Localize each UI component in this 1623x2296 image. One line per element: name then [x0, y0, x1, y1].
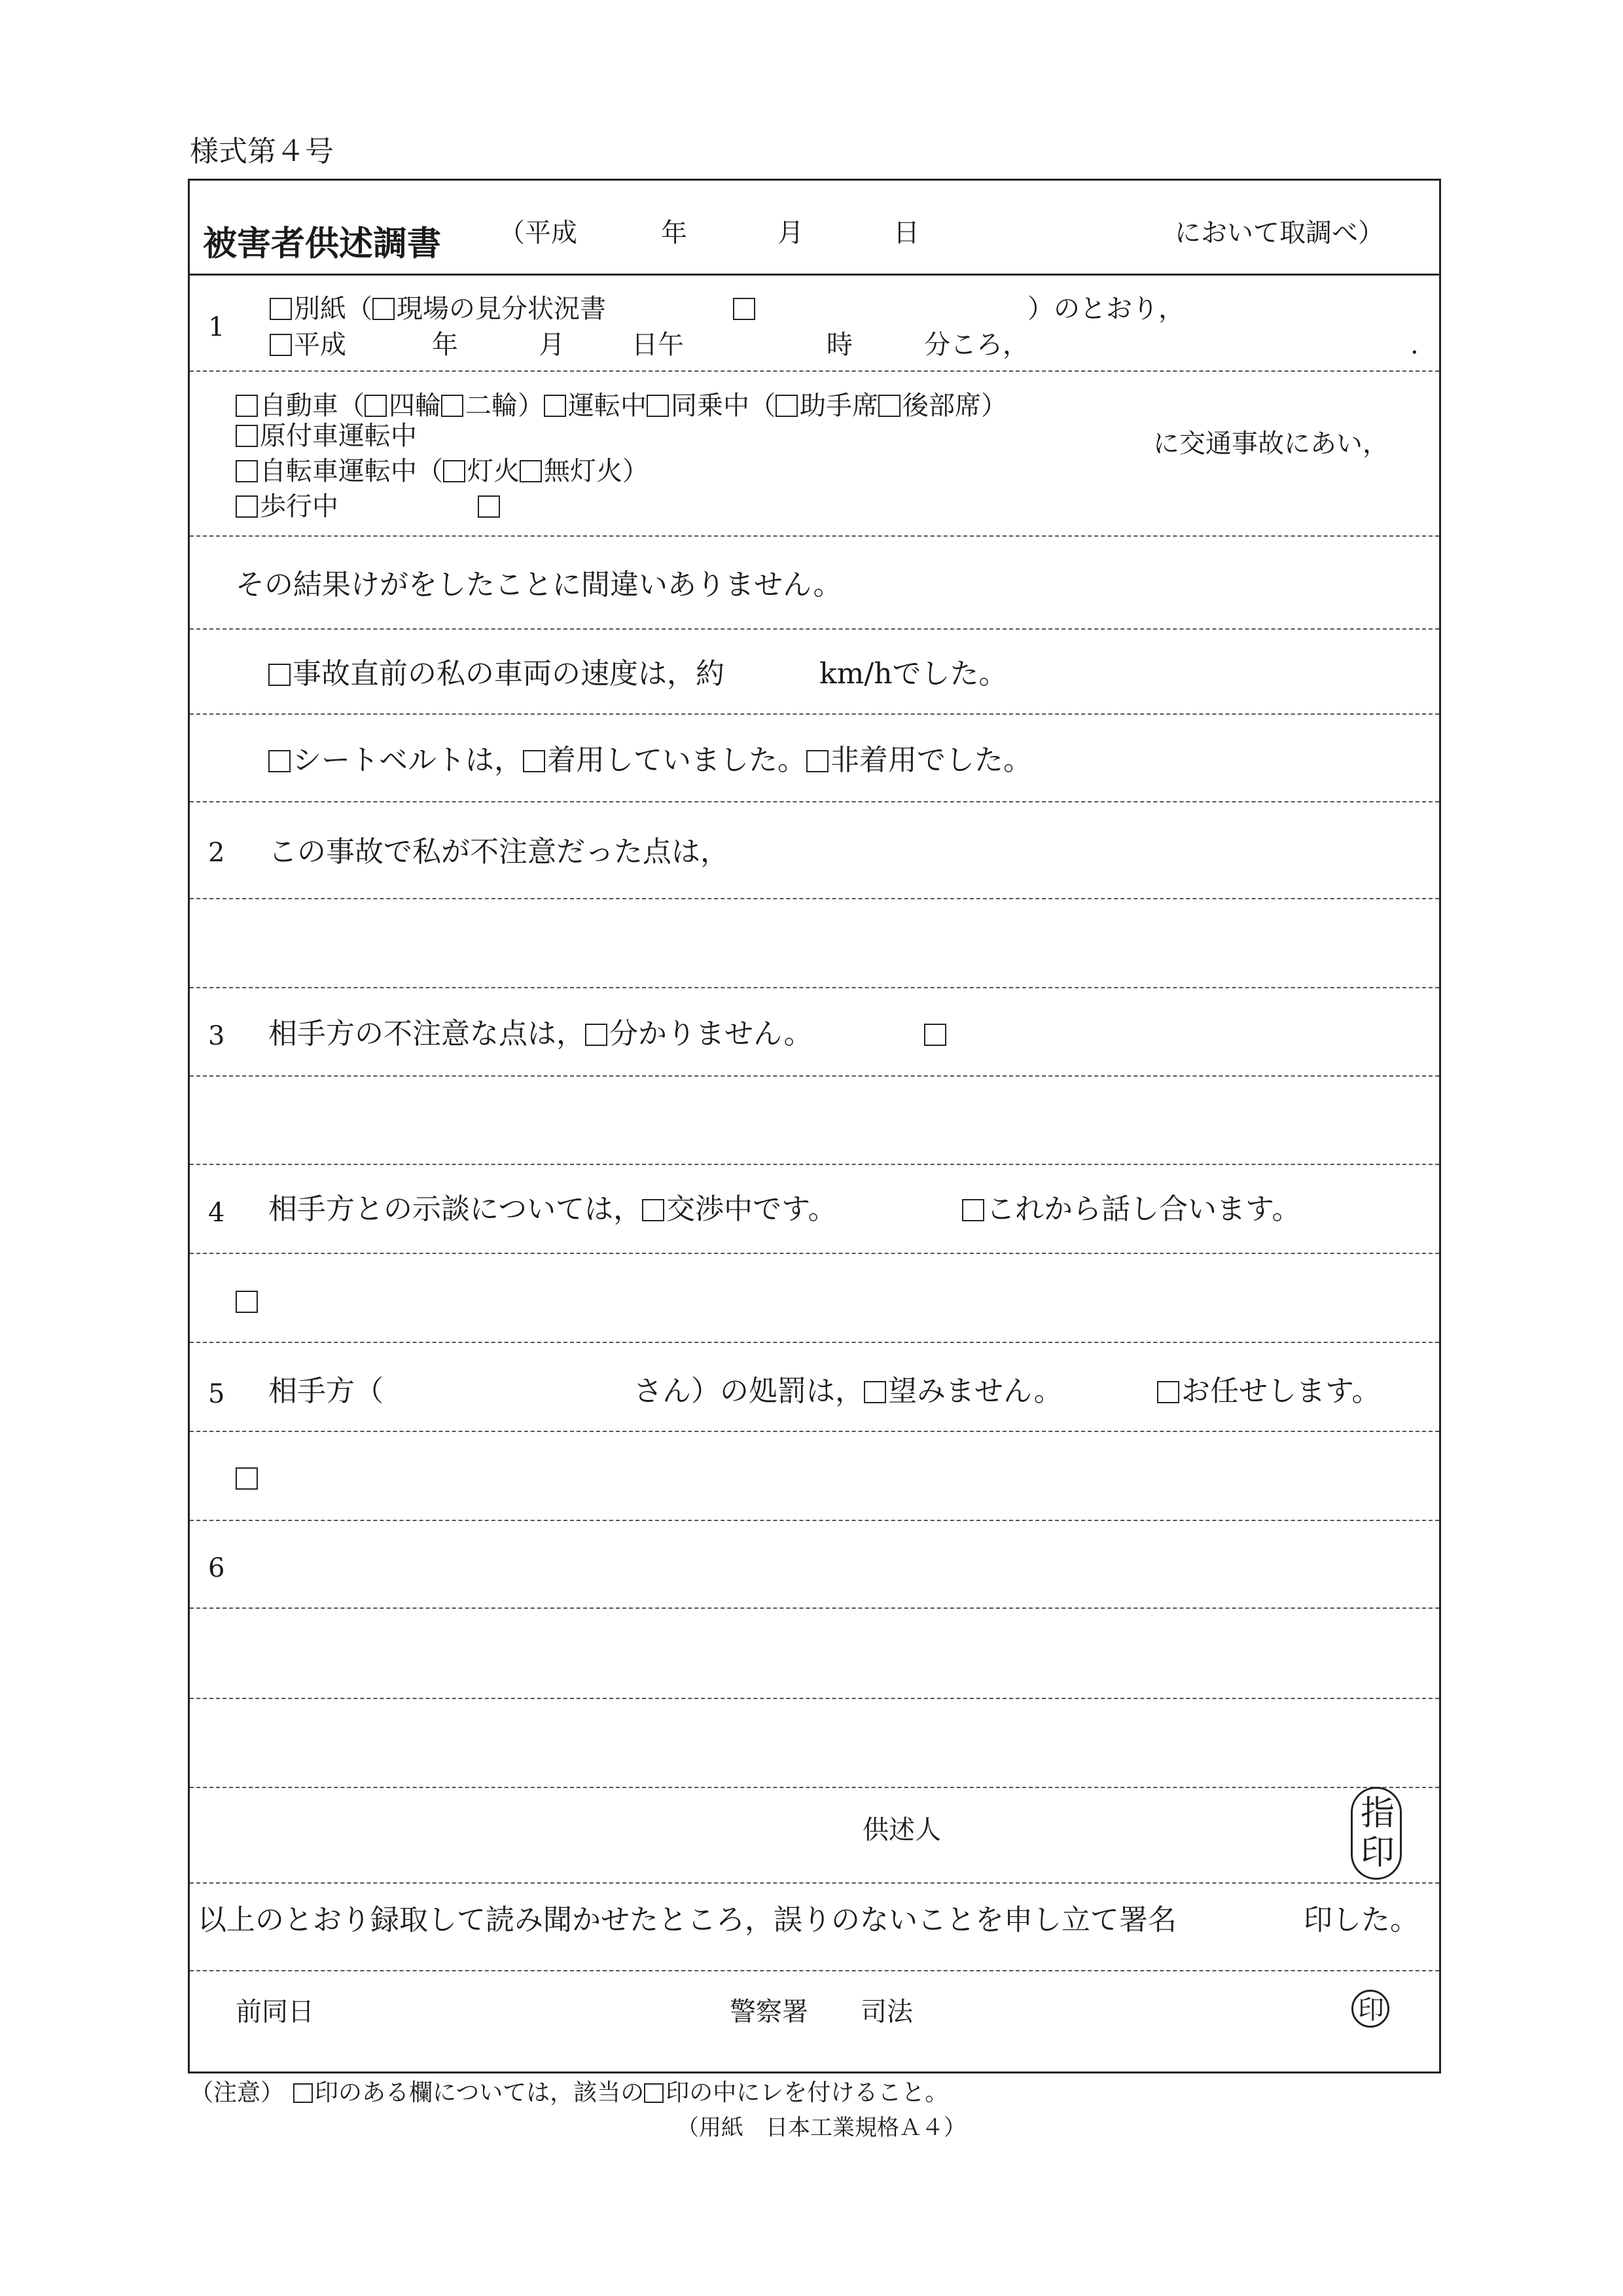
item1-hour: 時	[827, 330, 853, 360]
row-divider	[190, 713, 1439, 715]
four-wheel-checkbox[interactable]	[365, 395, 387, 417]
header-divider	[190, 274, 1439, 276]
light-off-checkbox[interactable]	[520, 460, 542, 482]
punishment-line-a: 相手方（	[268, 1374, 383, 1408]
item1-datetime-line: 平成	[270, 332, 346, 358]
vehicle-walking-line: 歩行中	[236, 493, 338, 520]
note-checkbox-icon	[293, 2083, 313, 2103]
own-fault-text: この事故で私が不注意だった点は，	[268, 835, 729, 869]
row-divider	[190, 1075, 1439, 1077]
paper-spec: （用紙 日本工業規格Ａ４）	[677, 2115, 966, 2141]
form-number: 様式第４号	[190, 135, 334, 168]
punishment-line-2: お任せします。	[1157, 1377, 1380, 1406]
row-divider	[190, 1431, 1439, 1432]
row-divider	[190, 1253, 1439, 1254]
police-station-label: 警察署	[730, 1997, 808, 2027]
punishment-other-checkbox[interactable]	[236, 1467, 258, 1490]
item2-number: 2	[208, 838, 225, 868]
item1-number: 1	[208, 312, 225, 342]
item1-year: 年	[432, 330, 458, 360]
header-month: 月	[777, 218, 804, 248]
note-text: 印のある欄については，該当の 印の中にレを付けること。	[293, 2081, 948, 2105]
speed-line: 事故直前の私の車両の速度は，約	[268, 660, 724, 689]
injury-confirmation-text: その結果けがをしたことに間違いありません。	[236, 568, 842, 601]
settlement-line-2: これから話し合います。	[962, 1195, 1300, 1224]
row-divider	[190, 1698, 1439, 1699]
row-divider	[190, 1607, 1439, 1609]
punishment-line: さん）の処罰は， 望みません。	[633, 1374, 1063, 1408]
seal-icon: 印	[1351, 1990, 1389, 2028]
record-statement-end: 印した。	[1304, 1903, 1419, 1937]
speed-unit-text: km/hでした。	[819, 657, 1008, 691]
note-checkbox-icon	[644, 2083, 664, 2103]
back-seat-checkbox[interactable]	[878, 395, 901, 417]
belt-worn-checkbox[interactable]	[523, 750, 545, 772]
speed-checkbox[interactable]	[268, 664, 291, 686]
item1-period: .	[1410, 330, 1419, 360]
header-year: 年	[661, 218, 687, 248]
no-punishment-checkbox[interactable]	[864, 1381, 886, 1403]
row-divider	[190, 370, 1439, 372]
item3-number: 3	[208, 1021, 225, 1051]
will-discuss-checkbox[interactable]	[962, 1199, 984, 1221]
note-label: （注意）	[190, 2079, 285, 2106]
vehicle-car-line: 自動車（ 四輪 二輪） 運転中 同乗中（ 助手席 後部席）	[236, 393, 1007, 419]
leave-to-authority-checkbox[interactable]	[1157, 1381, 1179, 1403]
other-document-checkbox[interactable]	[733, 298, 755, 320]
bicycle-checkbox[interactable]	[236, 460, 258, 482]
light-on-checkbox[interactable]	[443, 460, 465, 482]
unknown-checkbox[interactable]	[585, 1024, 607, 1046]
header-place-suffix: において取調べ）	[1175, 218, 1384, 248]
belt-not-worn-checkbox[interactable]	[806, 750, 829, 772]
row-divider	[190, 801, 1439, 802]
row-divider	[190, 1970, 1439, 1971]
deponent-label: 供述人	[863, 1815, 941, 1845]
item1-day-ampm: 日午	[632, 330, 684, 360]
row-divider	[190, 1520, 1439, 1521]
front-seat-checkbox[interactable]	[776, 395, 798, 417]
item4-number: 4	[208, 1198, 225, 1228]
seatbelt-checkbox[interactable]	[268, 750, 291, 772]
other-fault-checkbox[interactable]	[924, 1024, 946, 1046]
row-divider	[190, 1787, 1439, 1788]
item1-minute: 分ころ，	[924, 330, 1029, 360]
row-divider	[190, 628, 1439, 630]
driving-checkbox[interactable]	[544, 395, 566, 417]
accident-text: に交通事故にあい，	[1153, 429, 1389, 459]
vehicle-bicycle-line: 自転車運転中（ 灯火 無灯火）	[236, 458, 649, 484]
settlement-line: 相手方との示談については， 交渉中です。	[268, 1193, 837, 1226]
row-divider	[190, 1342, 1439, 1343]
item5-number: 5	[208, 1379, 225, 1409]
as-stated-text: ）のとおり，	[1027, 294, 1185, 324]
attachment-checkbox[interactable]	[270, 298, 292, 320]
other-status-checkbox[interactable]	[478, 495, 500, 518]
row-divider	[190, 987, 1439, 988]
car-checkbox[interactable]	[236, 395, 258, 417]
riding-checkbox[interactable]	[647, 395, 669, 417]
item6-number: 6	[208, 1553, 225, 1583]
row-divider	[190, 1882, 1439, 1884]
record-statement-text: 以上のとおり録取して読み聞かせたところ，誤りのないことを申し立て署名	[198, 1903, 1177, 1937]
row-divider	[190, 1164, 1439, 1165]
negotiating-checkbox[interactable]	[642, 1199, 664, 1221]
row-divider	[190, 898, 1439, 899]
site-survey-checkbox[interactable]	[372, 298, 395, 320]
settlement-other-checkbox[interactable]	[236, 1291, 258, 1313]
moped-checkbox[interactable]	[236, 425, 258, 447]
judicial-label: 司法	[861, 1997, 913, 2027]
form-header	[203, 216, 441, 265]
item1-month: 月	[539, 330, 565, 360]
two-wheel-checkbox[interactable]	[441, 395, 463, 417]
row-divider	[190, 535, 1439, 537]
same-day-label: 前同日	[236, 1997, 314, 2027]
seatbelt-line: シートベルトは， 着用していました。 非着用でした。	[268, 746, 1032, 775]
fingerprint-seal-icon: 指印	[1351, 1787, 1402, 1880]
form-title: 被害者供述調書	[203, 224, 442, 264]
heisei-checkbox[interactable]	[270, 334, 292, 356]
vehicle-moped-line: 原付車運転中	[236, 423, 417, 449]
header-day: 日	[893, 218, 919, 248]
header-era: （平成	[499, 218, 577, 248]
item1-attachment-line: 別紙（ 現場の見分状況書	[270, 296, 606, 322]
walking-checkbox[interactable]	[236, 495, 258, 518]
other-fault-line: 相手方の不注意な点は， 分かりません。	[268, 1017, 813, 1050]
